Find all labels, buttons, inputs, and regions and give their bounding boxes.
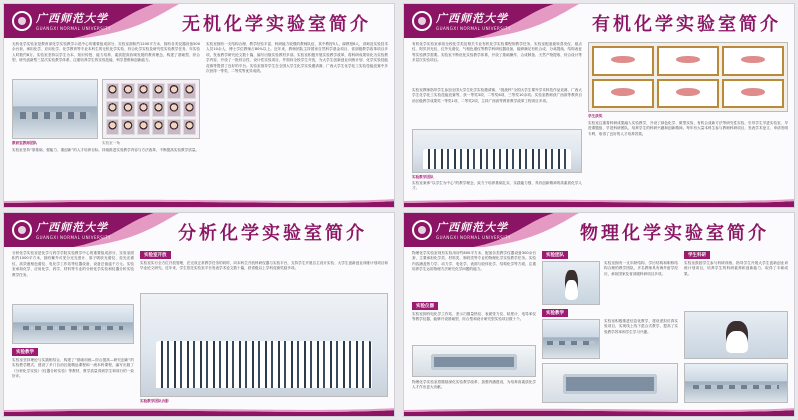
seal-icon xyxy=(412,11,432,31)
logo-text: 广西师范大学 xyxy=(436,12,508,25)
board-title: 无机化学实验室简介 xyxy=(182,14,371,35)
board-analytical xyxy=(3,212,395,417)
board-title: 物理化学实验室简介 xyxy=(580,223,769,244)
logo-text: 广西师范大学 xyxy=(436,221,508,234)
lab-photo xyxy=(542,319,600,359)
cert-caption: 学生获奖 xyxy=(588,114,603,118)
intro-text: 分析化学实验室是化学与药学学院实验教学中心的重要组成部分，实验室面积约1000平方米，拥有紫外可见分光光度计、原子吸收光谱仪、荧光光谱仪、高效液相色谱仪、电化学工作站等仪器设备，设备总值逾千万元。实验室承担化学、应用化学、药学、材料等专业的分析化学实验和仪器分析实验教学任务。 xyxy=(12,251,134,277)
instrument-photo xyxy=(412,345,536,377)
teacher-portraits xyxy=(102,79,200,139)
teaching-text: 实验室坚持理论与实践相结合，构建了“基础训练—综合提高—研究创新”的实验教学模式，建设了多门自治区级精品课程和一流本科课程，编写出版了《分析化学实验》《仪器分析实验》等教材，教学质量得到学生和同行的一致好评。 xyxy=(12,358,134,379)
body-text: 实验室注重将科研成果融入实验教学，开设了绿色化学、微型实验、有机合成新方法等研究性实验，引导学生早进实验室、早进课题组、早进科研团队，培养学生的科研兴趣和创新精神。每年有大量本科生参与教师科研项目，发表学术论文、申请发明专利，取得了良好的人才培养效果。 xyxy=(588,121,788,136)
logo-text: 广西师范大学 xyxy=(36,12,108,25)
logo-subtext: GUANGXI NORMAL UNIVERSITY xyxy=(436,26,511,31)
board-title: 有机化学实验室简介 xyxy=(592,14,781,35)
teacher-photo xyxy=(542,261,600,305)
awards-text: 实验室教师指导学生参加全国大学生化学实验邀请赛、“挑战杯”全国大学生课外学术科技作品竞赛、广西大学生化学化工实验技能竞赛等，获一等奖3项、二等奖6项、三等奖10余项。实验室教师获广西高等教育自治区级教学成果奖一等奖1项、二等奖2项，主持广西高等教育教学改革工程项目多项。 xyxy=(412,88,582,103)
section-text: 实验室鼓励学生参与科研训练，指导学生开展大学生创新创业训练计划项目，培养学生的科研素养和创新能力，取得了丰硕成果。 xyxy=(684,261,788,276)
photo-label: 实验室一角 xyxy=(102,141,120,145)
section-text: 实验室拥有电化学工作站、差示扫描量热仪、表面张力仪、粘度计、电导率仪等教学仪器，能够开设基础型、综合型和设计研究型实验项目数十个。 xyxy=(412,312,536,322)
header-band xyxy=(4,213,395,247)
section-text: 实验室积极推进信息化教学，建设虚拟仿真实验项目，实现线上线下混合式教学，提高了实验教学效率和学生学习兴趣。 xyxy=(604,319,678,334)
logo-text: 广西师范大学 xyxy=(36,221,108,234)
section-heading: 学生科研 xyxy=(684,251,710,259)
award-certificates xyxy=(588,42,788,112)
board-organic xyxy=(403,3,795,208)
team-caption: 实验教学团队 xyxy=(412,175,434,179)
lab-photo xyxy=(12,79,98,139)
team-photo xyxy=(412,129,582,173)
board-physical xyxy=(403,212,795,417)
lab-open-text: 实验室实行全方位开放管理，在完成正常教学任务的同时，向本科生开放科研仪器与实验平台，支持学生开展自主设计实验、大学生创新创业训练计划项目和毕业论文研究。近年来，学生依托实验室平台发表学术论文数十篇，获省级以上学科竞赛奖励多项。 xyxy=(140,261,388,271)
footer-band xyxy=(404,406,795,416)
intro-text: 有机化学实验室承担全校化学类及相关专业有机化学实验课程的教学任务，实验室配备旋转蒸发仪、熔点仪、阿贝折光仪、红外光谱仪、气相色谱仪等教学科研仪器设备，能够满足有机合成、分离提纯、结构表征等实验教学需要。实验室不断优化实验教学体系，开设了基础操作、合成制备、天然产物提取、综合设计等多层次实验项目。 xyxy=(412,42,582,63)
lab-photo-2 xyxy=(684,363,788,403)
seal-icon xyxy=(12,11,32,31)
university-logo xyxy=(412,10,511,31)
header-band xyxy=(404,213,795,247)
lab-photo xyxy=(12,304,134,344)
section-heading: 实验教学 xyxy=(542,309,568,317)
student-photo xyxy=(684,311,788,359)
intro-text: 无机化学实验室是教育部化学实验教学示范中心的重要组成部分，实验室面积约1200平方米，拥有各类仪器设备500余台套，承担化学、应用化学、化学教育等专业本科生的无机化学实验、综合化学实验及研究性实验教学任务，年实验人时数约8万。实验室坚持以学生为本、知识传授、能力培养、素质提高协调发展的教育理念，构建了基础型、综合型、研究创新型三层次实验教学体系，注重培养学生的实验技能、科学思维和创新能力。 xyxy=(12,42,200,63)
section-heading: 实验仪器 xyxy=(412,302,438,310)
team-photo xyxy=(140,293,388,397)
header-band xyxy=(4,4,395,38)
footer-band xyxy=(404,197,795,207)
body-text: 实验室拥有一支结构合理、教学经验丰富、科研能力较强的教师队伍，其中教授5人、副教授8人、讲师及实验技术人员10余人，博士学位教师占80%以上。近年来，教师团队主持国家自然科学基金项目、省部级教学改革项目多项，发表教学研究论文数十篇，编写出版实验教材多部。实验室积极开展实验教学改革，将科研成果转化为实验教学内容，开设了一批综合性、设计性实验项目，并面向全校学生开放，为大学生创新创业训练计划、化学实验技能竞赛等提供了良好的平台。实验室指导学生在全国大学生化学实验邀请赛、广西大学生化学化工实验技能竞赛中多次获得一等奖、二等奖等优异成绩。 xyxy=(206,42,388,74)
section-heading: 实验团队 xyxy=(542,251,568,259)
footer-text: 实验室坚持“厚基础、强能力、重创新”的人才培养目标，持续推进实验教学内容与方法改革，不断提高实验教学质量。 xyxy=(12,148,200,152)
university-logo xyxy=(12,219,111,240)
intro-text: 物理化学实验室现有实验用房约800平方米，配备各类教学仪器设备300余台套，主要承担化学类、材料类、制药类等专业的物理化学实验教学任务。实验内容涵盖热力学、动力学、电化学、表面与胶体化学、结构化学等方面，注重培养学生运用物理方法研究化学问题的能力。 xyxy=(412,251,536,272)
footer-band xyxy=(4,406,395,416)
section-heading: 实验教学 xyxy=(12,348,38,356)
university-logo xyxy=(12,10,111,31)
logo-subtext: GUANGXI NORMAL UNIVERSITY xyxy=(36,235,111,240)
seal-icon xyxy=(412,220,432,240)
team-caption: 教研室教师团队 xyxy=(12,141,38,145)
header-band xyxy=(404,4,795,38)
logo-subtext: GUANGXI NORMAL UNIVERSITY xyxy=(436,235,511,240)
seal-icon xyxy=(12,220,32,240)
university-logo xyxy=(412,219,511,240)
section-heading: 实验室开放 xyxy=(140,251,171,259)
logo-subtext: GUANGXI NORMAL UNIVERSITY xyxy=(36,26,111,31)
board-inorganic xyxy=(3,3,395,208)
footer-text: 实验室秉承“以学生为中心”的教学理念，致力于培养基础扎实、实践能力强、具有创新精神的高素质化学人才。 xyxy=(412,181,582,191)
team-caption: 实验教学团队合影 xyxy=(140,399,169,403)
footer-text: 物理化学实验室将继续深化实验教学改革，加强内涵建设，为培养高素质化学人才作出更大贡献。 xyxy=(412,380,536,390)
footer-band xyxy=(4,197,395,207)
section-text: 实验室拥有一支年龄结构、学历结构和职称结构合理的教学团队，多名教师具有海外留学经历，承担国家及省部级科研项目多项。 xyxy=(604,261,678,276)
equipment-photo xyxy=(542,363,678,403)
board-title: 分析化学实验室简介 xyxy=(178,223,367,244)
